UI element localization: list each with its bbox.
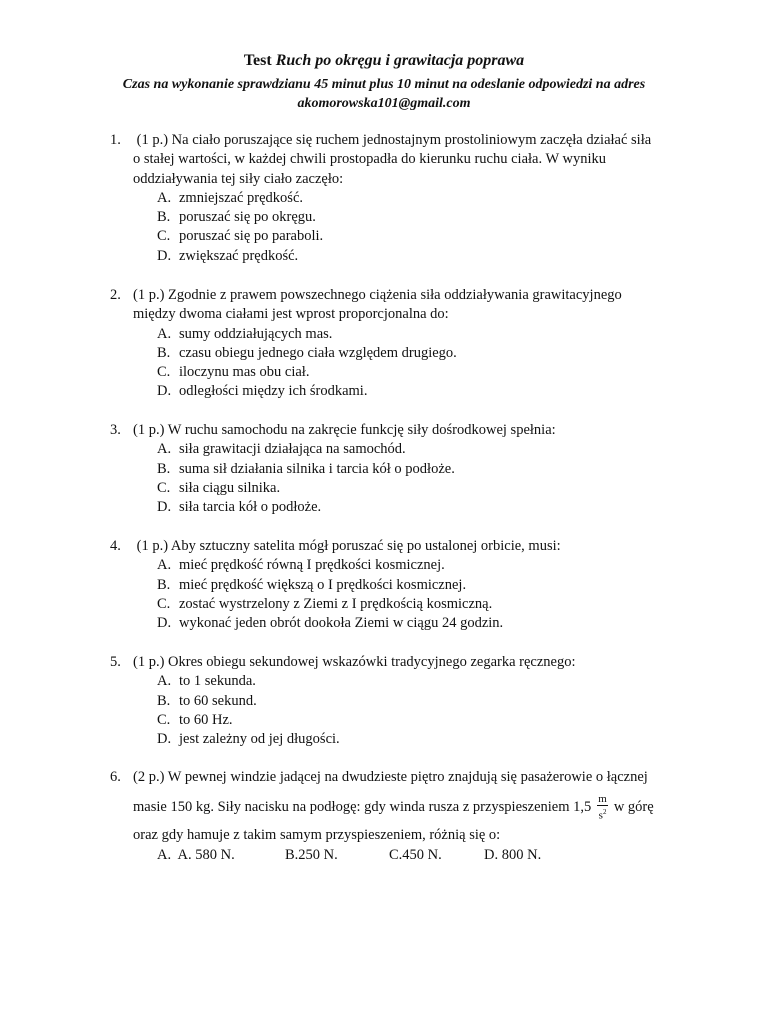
options-list bbox=[157, 189, 710, 266]
question-number: 3. bbox=[110, 422, 121, 438]
option-letter: C. bbox=[157, 595, 171, 612]
question-line: (1 p.) W ruchu samochodu na zakręcie funkcję siły dośrodkowej spełnia: bbox=[133, 422, 556, 438]
question-5 bbox=[110, 653, 710, 749]
option-text: odległości między ich środkami. bbox=[179, 383, 368, 400]
question-line: oraz gdy hamuje z takim samym przyspieszeniem, różnią się o: bbox=[133, 827, 501, 843]
question-number: 2. bbox=[110, 287, 121, 303]
option-text: czasu obiegu jednego ciała względem drugiego. bbox=[179, 344, 457, 361]
options-list bbox=[157, 556, 710, 633]
unit-denominator-base: s bbox=[598, 810, 603, 822]
option-text: zmniejszać prędkość. bbox=[179, 189, 304, 206]
question-line: (1 p.) Na ciało poruszające się ruchem jednostajnym prostoliniowym zaczęła działać siła bbox=[133, 132, 652, 148]
option-a bbox=[157, 556, 710, 575]
option-d bbox=[157, 614, 710, 633]
option-text: jest zależny od jej długości. bbox=[179, 731, 340, 748]
option-letter: A. bbox=[157, 325, 172, 342]
option-letter: B. bbox=[157, 460, 171, 477]
option-d bbox=[157, 382, 710, 401]
title-prefix: Test bbox=[243, 52, 276, 69]
subtitle-line-1: Czas na wykonanie sprawdzianu 45 minut plus 10 minut na odeslanie odpowiedzi na adres bbox=[122, 77, 646, 92]
option-c bbox=[157, 227, 710, 246]
question-text bbox=[133, 764, 710, 846]
question-text bbox=[133, 131, 710, 189]
option-b bbox=[157, 576, 710, 595]
option-b bbox=[157, 692, 710, 711]
option-text: wykonać jeden obrót dookoła Ziemi w ciągu 24 godzin. bbox=[179, 615, 504, 632]
question-number: 6. bbox=[110, 769, 121, 785]
subtitle-email: akomorowska101@gmail.com bbox=[297, 96, 471, 111]
question-line: (1 p.) Okres obiegu sekundowej wskazówki tradycyjnego zegarka ręcznego: bbox=[133, 654, 576, 670]
question-line: oddziaływania tej siły ciało zaczęło: bbox=[133, 170, 344, 187]
option-letter: C. bbox=[157, 228, 171, 245]
option-letter: C. bbox=[157, 364, 171, 381]
question-line-with-unit bbox=[133, 790, 710, 824]
option-letter: D. bbox=[157, 731, 172, 748]
option-a bbox=[157, 440, 710, 459]
option-c bbox=[157, 363, 710, 382]
option-c bbox=[157, 595, 710, 614]
option-text: siła ciągu silnika. bbox=[179, 479, 281, 496]
option-letter: A. bbox=[157, 673, 172, 690]
option-d bbox=[157, 730, 710, 749]
question-4 bbox=[110, 537, 710, 633]
question-number: 5. bbox=[110, 654, 121, 670]
option-text: to 60 sekund. bbox=[179, 692, 257, 709]
options-row bbox=[157, 846, 710, 865]
option-b bbox=[157, 460, 710, 479]
question-1 bbox=[110, 131, 710, 266]
option-letter: B. bbox=[157, 344, 171, 361]
option-letter: B. bbox=[157, 692, 171, 709]
option-d bbox=[157, 498, 710, 517]
option-letter: D. bbox=[157, 383, 172, 400]
option-letter: A. bbox=[157, 441, 172, 458]
options-list bbox=[157, 325, 710, 402]
question-number: 4. bbox=[110, 538, 121, 554]
question-line-part: masie 150 kg. Siły nacisku na podłogę: gdy winda rusza z przyspieszeniem 1,5 bbox=[133, 799, 592, 815]
option-text: siła grawitacji działająca na samochód. bbox=[179, 441, 406, 458]
option-text: zostać wystrzelony z Ziemi z I prędkością kosmiczną. bbox=[179, 595, 493, 612]
question-text bbox=[133, 421, 710, 440]
question-text bbox=[133, 537, 710, 556]
question-line: (1 p.) Zgodnie z prawem powszechnego ciążenia siła oddziaływania grawitacyjnego bbox=[133, 287, 622, 303]
option-text: siła tarcia kół o podłoże. bbox=[179, 499, 322, 516]
option-letter: A. bbox=[157, 557, 172, 574]
page-subtitle bbox=[0, 75, 768, 113]
question-line: (1 p.) Aby sztuczny satelita mógł poruszać się po ustalonej orbicie, musi: bbox=[133, 538, 561, 554]
title-italic: Ruch po okręgu i grawitacja poprawa bbox=[275, 52, 525, 69]
option-b bbox=[157, 344, 710, 363]
option-c: C.450 N. bbox=[389, 847, 442, 863]
option-text: suma sił działania silnika i tarcia kół o podłoże. bbox=[179, 460, 455, 477]
option-a bbox=[157, 325, 710, 344]
options-list bbox=[157, 440, 710, 517]
question-line-part: w górę bbox=[613, 799, 654, 815]
option-letter: C. bbox=[157, 711, 171, 728]
question-6 bbox=[110, 764, 710, 865]
unit-denominator bbox=[597, 806, 608, 822]
option-a: A. A. 580 N. bbox=[157, 847, 235, 863]
option-c bbox=[157, 479, 710, 498]
option-letter: A. bbox=[157, 189, 172, 206]
option-text: iloczynu mas obu ciał. bbox=[179, 364, 310, 381]
question-3 bbox=[110, 421, 710, 517]
option-letter: B. bbox=[157, 209, 171, 226]
option-d bbox=[157, 247, 710, 266]
page-title bbox=[0, 52, 768, 70]
question-line: między dwoma ciałami jest wprost proporcjonalna do: bbox=[133, 306, 449, 323]
option-a bbox=[157, 189, 710, 208]
option-text: mieć prędkość równą I prędkości kosmicznej. bbox=[179, 557, 445, 574]
option-text: mieć prędkość większą o I prędkości kosmicznej. bbox=[179, 576, 467, 593]
option-text: to 60 Hz. bbox=[179, 711, 233, 728]
question-text bbox=[133, 286, 710, 325]
question-line: (2 p.) W pewnej windzie jadącej na dwudzieste piętro znajdują się pasażerowie o łącznej bbox=[133, 769, 648, 785]
option-text: poruszać się po paraboli. bbox=[179, 228, 324, 245]
option-letter: D. bbox=[157, 499, 172, 516]
option-letter: D. bbox=[157, 615, 172, 632]
option-text: sumy oddziałujących mas. bbox=[179, 325, 333, 342]
option-letter: B. bbox=[157, 576, 171, 593]
option-text: zwiększać prędkość. bbox=[179, 247, 299, 264]
options-list bbox=[157, 672, 710, 749]
option-b: B.250 N. bbox=[285, 847, 338, 863]
acceleration-unit bbox=[597, 793, 608, 822]
option-text: to 1 sekunda. bbox=[179, 673, 256, 690]
question-line: o stałej wartości, w każdej chwili prostopadła do kierunku ruchu ciała. W wyniku bbox=[133, 151, 607, 168]
unit-exponent: 2 bbox=[602, 808, 607, 817]
option-c bbox=[157, 711, 710, 730]
option-text: poruszać się po okręgu. bbox=[179, 209, 316, 226]
unit-numerator: m bbox=[598, 793, 607, 806]
option-letter: D. bbox=[157, 247, 172, 264]
option-d: D. 800 N. bbox=[484, 847, 542, 863]
question-text bbox=[133, 653, 710, 672]
question-number: 1. bbox=[110, 132, 121, 148]
question-2 bbox=[110, 286, 710, 402]
option-letter: C. bbox=[157, 479, 171, 496]
option-b bbox=[157, 208, 710, 227]
option-a bbox=[157, 672, 710, 691]
